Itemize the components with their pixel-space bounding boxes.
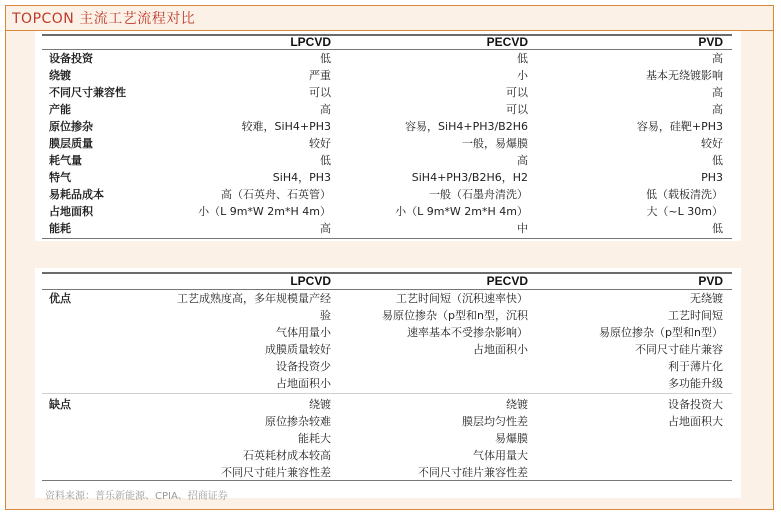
table1-cell-pvd: 低	[712, 154, 723, 167]
table1-cell-pecvd: 小（L 9m*W 2m*H 4m）	[395, 205, 528, 218]
table1-cell-pecvd: 可以	[506, 103, 528, 116]
table2-advantages-pvd-line: 工艺时间短	[668, 309, 723, 322]
table1-row-label: 能耗	[49, 222, 71, 235]
table1-cell-lpcvd: 可以	[309, 86, 331, 99]
table2-disadvantages-lpcvd-line: 原位掺杂较难	[265, 415, 331, 428]
table1-row-label: 设备投资	[49, 52, 93, 65]
table1-cell-pvd: 高	[712, 103, 723, 116]
table2-header-pvd: PVD	[698, 274, 723, 288]
table2-top-rule	[42, 272, 732, 274]
table1-cell-pecvd: 一般，易爆膜	[462, 137, 528, 150]
table1-cell-lpcvd: 低	[320, 52, 331, 65]
table2-advantages-pecvd-line: 工艺时间短（沉积速率快）	[396, 292, 528, 305]
table2-disadvantages-pecvd-line: 易爆膜	[495, 432, 528, 445]
table2-disadvantages-lpcvd-line: 能耗大	[298, 432, 331, 445]
table2-advantages-lpcvd-line: 设备投资少	[276, 360, 331, 373]
table1-cell-pvd: 高	[712, 52, 723, 65]
table2-header-pecvd: PECVD	[486, 274, 528, 288]
table1-cell-pvd: 较好	[701, 137, 723, 150]
table1-cell-lpcvd: 小（L 9m*W 2m*H 4m）	[198, 205, 331, 218]
table2-header-lpcvd: LPCVD	[290, 274, 331, 288]
table2-disadvantages-lpcvd-line: 石英耗材成本较高	[243, 449, 331, 462]
table1-row-label: 不同尺寸兼容性	[49, 86, 126, 99]
table2-advantages-pecvd-line: 占地面积小	[473, 343, 528, 356]
table2-disadvantages-lpcvd-line: 绕镀	[309, 398, 331, 411]
table2-advantages-lpcvd-line: 验	[320, 309, 331, 322]
table1-header-lpcvd: LPCVD	[290, 35, 331, 49]
table1-header-pvd: PVD	[698, 35, 723, 49]
table2-advantages-pecvd-line: 速率基本不受掺杂影响）	[407, 326, 528, 339]
table1-cell-pvd: 低	[712, 222, 723, 235]
table1-header-rule	[42, 49, 732, 50]
table1-cell-pvd: 基本无绕镀影响	[646, 69, 723, 82]
table1-cell-pvd: 大（~L 30m）	[646, 205, 723, 218]
table1-cell-pecvd: 可以	[506, 86, 528, 99]
table1-top-rule	[42, 34, 732, 36]
source-note: 资料来源：普乐新能源、CPIA、招商证券	[45, 491, 228, 502]
table1-cell-pvd: PH3	[701, 171, 723, 184]
table2-disadvantages-lpcvd-line: 不同尺寸硅片兼容性差	[221, 466, 331, 479]
table2-advantages-lpcvd-line: 工艺成熟度高，多年规模量产经	[177, 292, 331, 305]
table2-disadvantages-pvd-line: 设备投资大	[668, 398, 723, 411]
table1-cell-lpcvd: 较难，SiH4+PH3	[241, 120, 331, 133]
table1-cell-pecvd: 一般（石墨舟清洗）	[429, 188, 528, 201]
table2-advantages-pvd-line: 易原位掺杂（p型和n型）	[599, 326, 723, 339]
table1-cell-pvd: 容易，硅靶+PH3	[636, 120, 723, 133]
table1-row-label: 特气	[49, 171, 71, 184]
table1-cell-lpcvd: 较好	[309, 137, 331, 150]
table2-disadvantages-label: 缺点	[49, 398, 71, 411]
table1-cell-lpcvd: 高（石英舟、石英管）	[221, 188, 331, 201]
table1-row-label: 原位掺杂	[49, 120, 93, 133]
table1-cell-pecvd: 高	[517, 154, 528, 167]
table1-row-label: 易耗品成本	[49, 188, 104, 201]
table1-cell-lpcvd: 低	[320, 154, 331, 167]
table1-cell-lpcvd: 高	[320, 222, 331, 235]
table2-advantages-lpcvd-line: 气体用量小	[276, 326, 331, 339]
table1-cell-pecvd: 低	[517, 52, 528, 65]
table1-header-pecvd: PECVD	[486, 35, 528, 49]
table1-cell-lpcvd: 严重	[309, 69, 331, 82]
table2-advantages-pvd-line: 利于薄片化	[668, 360, 723, 373]
table1-row-label: 占地面积	[49, 205, 93, 218]
table2-advantages-lpcvd-line: 成膜质量较好	[265, 343, 331, 356]
figure-title: TOPCON 主流工艺流程对比	[12, 11, 196, 27]
table2-header-rule	[42, 289, 732, 290]
table2-advantages-label: 优点	[49, 292, 71, 305]
table2-advantages-pvd-line: 无绕镀	[690, 292, 723, 305]
table1-cell-pecvd: SiH4+PH3/B2H6，H2	[411, 171, 528, 184]
table1-cell-pvd: 低（载板清洗）	[646, 188, 723, 201]
table1-cell-pecvd: 中	[517, 222, 528, 235]
table2-section-rule	[42, 393, 732, 394]
table1-cell-pecvd: 小	[517, 69, 528, 82]
table1-cell-pvd: 高	[712, 86, 723, 99]
table2-disadvantages-pecvd-line: 绕镀	[506, 398, 528, 411]
table2-disadvantages-pecvd-line: 气体用量大	[473, 449, 528, 462]
table1-row-label: 产能	[49, 103, 71, 116]
table2-advantages-pvd-line: 多功能升级	[668, 377, 723, 390]
table1-row-label: 耗气量	[49, 154, 82, 167]
table2-advantages-pvd-line: 不同尺寸硅片兼容	[635, 343, 723, 356]
table2-advantages-pecvd-line: 易原位掺杂（p型和n型，沉积	[382, 309, 528, 322]
table1-cell-pecvd: 容易，SiH4+PH3/B2H6	[405, 120, 528, 133]
table1-cell-lpcvd: 高	[320, 103, 331, 116]
table2-disadvantages-pecvd-line: 不同尺寸硅片兼容性差	[418, 466, 528, 479]
table1-row-label: 绕镀	[49, 69, 71, 82]
table2-advantages-lpcvd-line: 占地面积小	[276, 377, 331, 390]
table2-bottom-rule	[42, 480, 732, 481]
table1-cell-lpcvd: SiH4，PH3	[272, 171, 331, 184]
table2-disadvantages-pecvd-line: 膜层均匀性差	[462, 415, 528, 428]
table2-disadvantages-pvd-line: 占地面积大	[668, 415, 723, 428]
table1-row-label: 膜层质量	[49, 137, 93, 150]
table1-bottom-rule	[42, 238, 732, 239]
